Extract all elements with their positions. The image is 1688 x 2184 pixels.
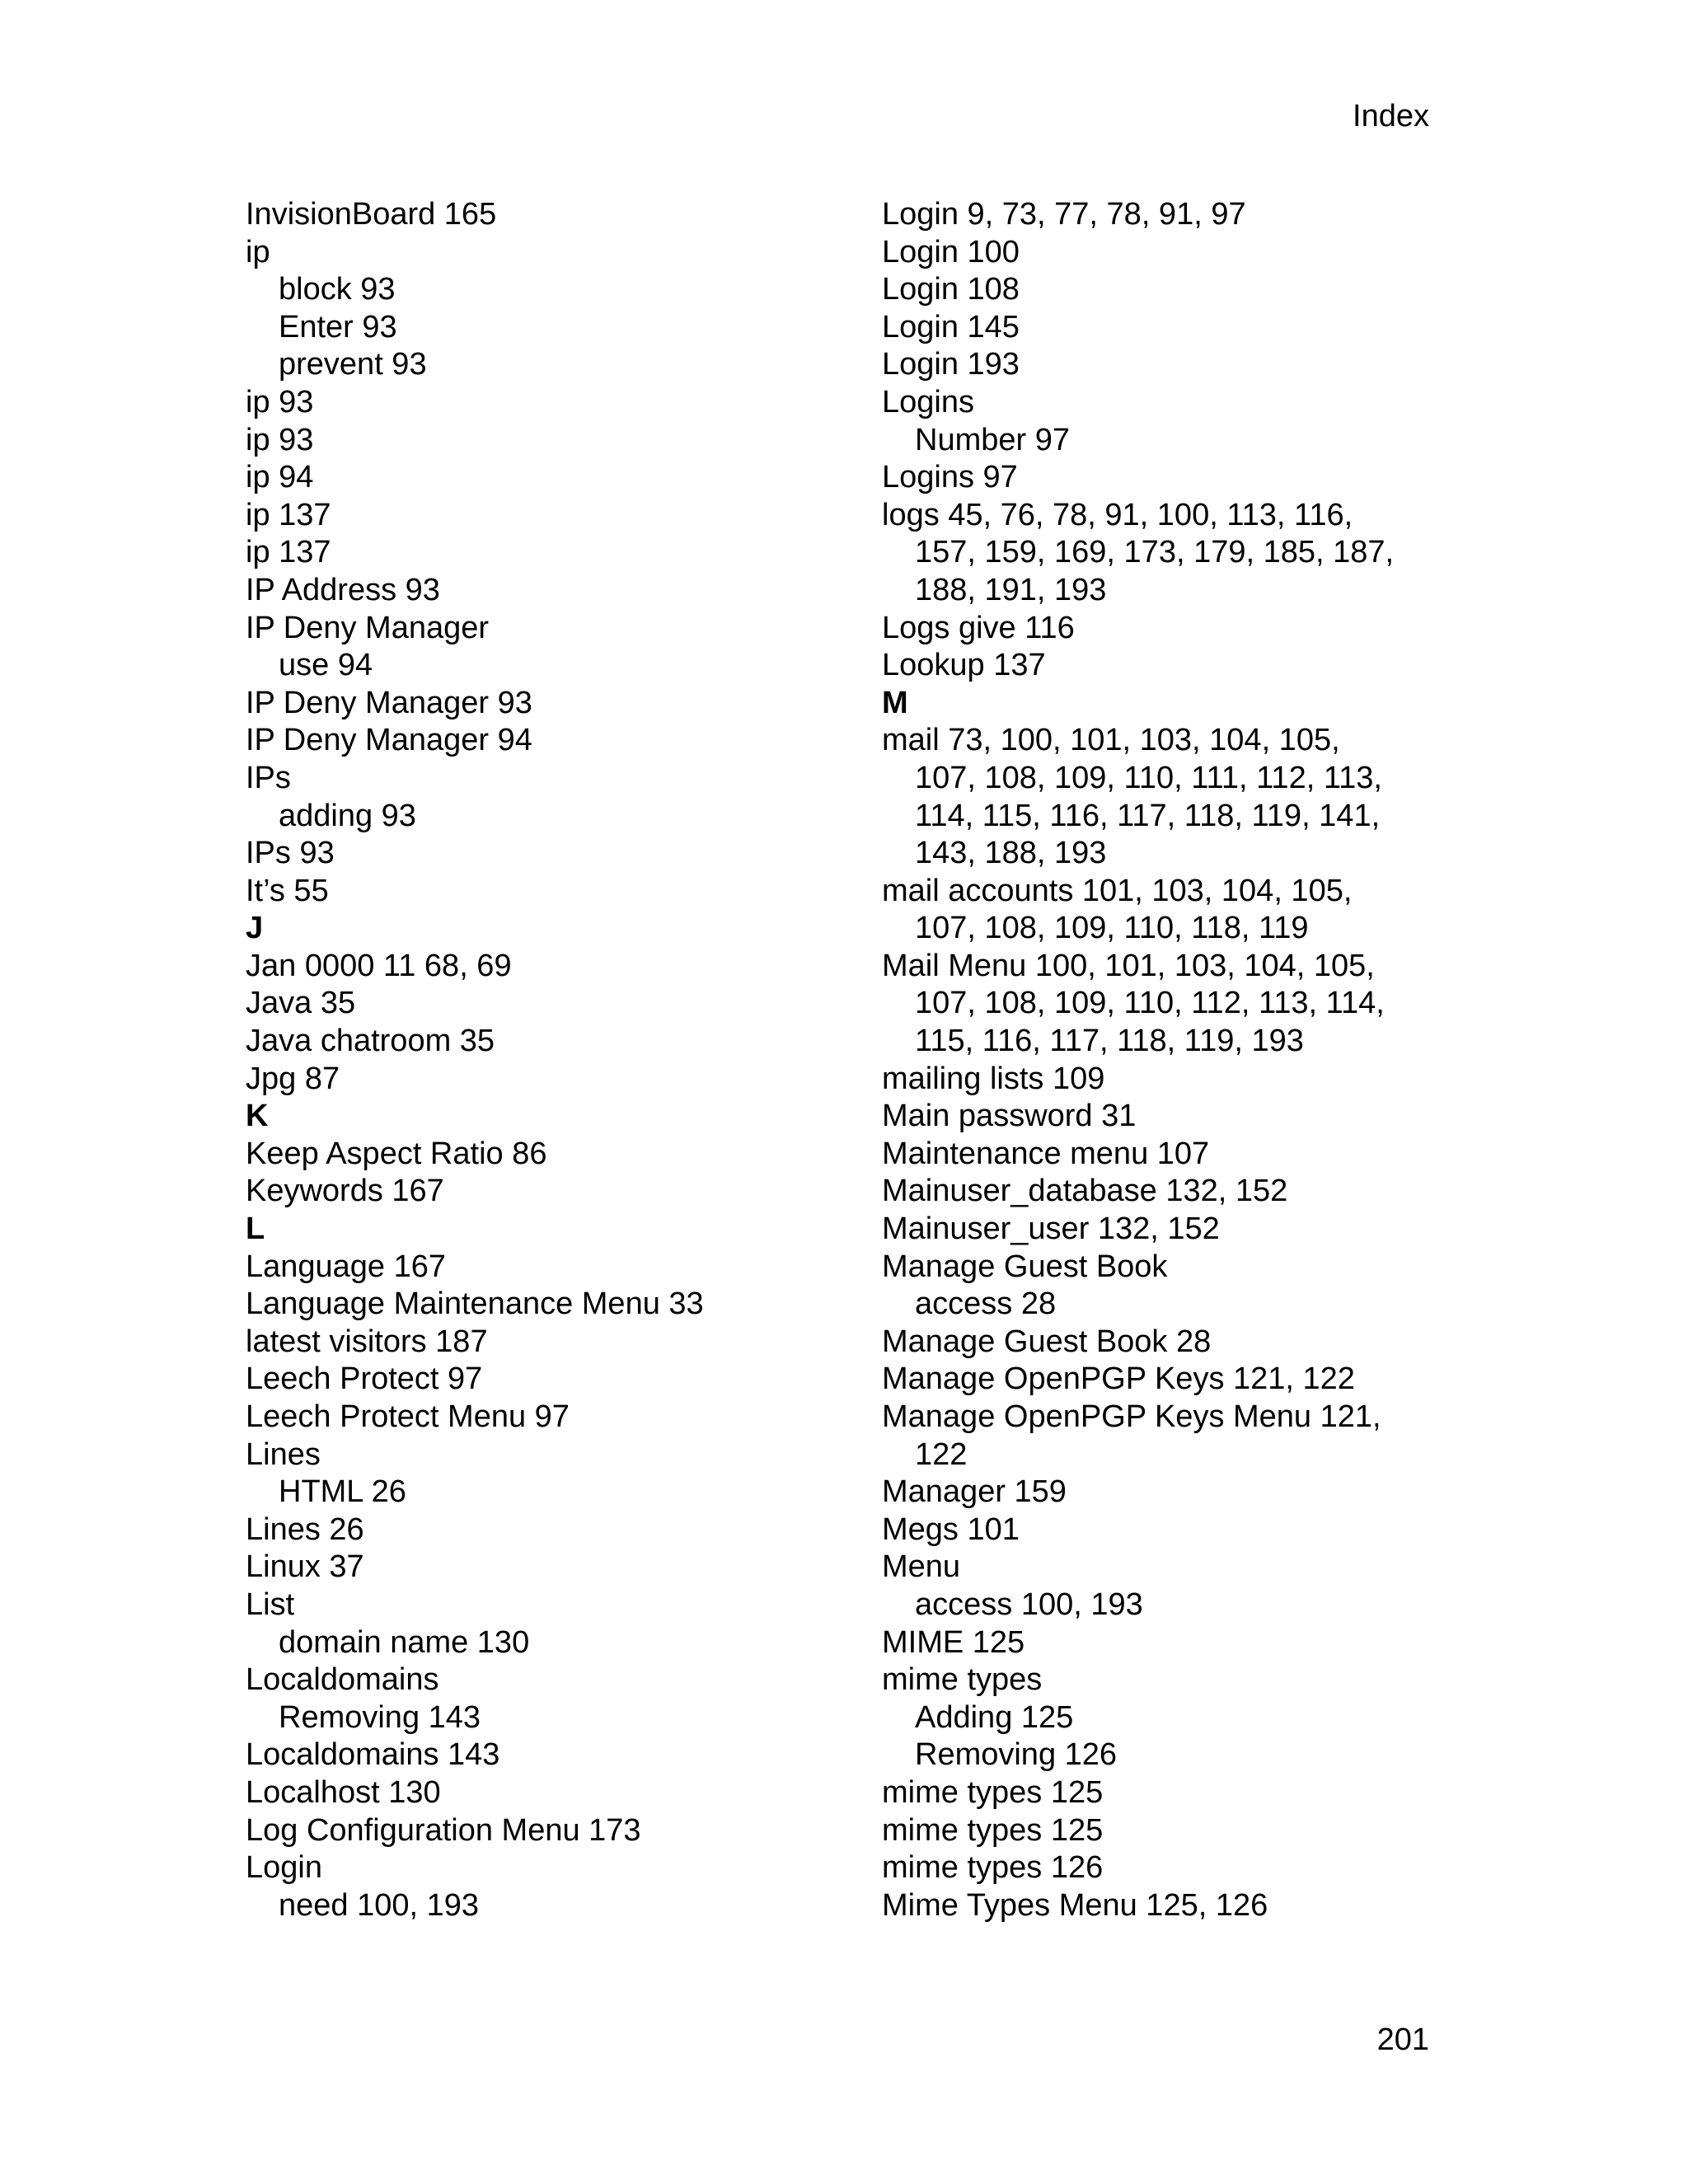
index-subentry: access 28 xyxy=(915,1286,1057,1322)
index-entry: Login 100 xyxy=(882,234,1020,269)
index-entry: Keywords 167 xyxy=(246,1174,444,1209)
index-entry: Language 167 xyxy=(246,1249,447,1284)
index-entry: Menu xyxy=(882,1549,961,1585)
index-entry-continuation: 143, 188, 193 xyxy=(915,836,1107,871)
index-entry: ip 137 xyxy=(246,535,331,570)
index-entry: Megs 101 xyxy=(882,1511,1020,1547)
index-entry: Mainuser_user 132, 152 xyxy=(882,1212,1220,1247)
index-entry: latest visitors 187 xyxy=(246,1324,488,1359)
index-entry: mime types 126 xyxy=(882,1850,1104,1886)
index-subentry: Enter 93 xyxy=(279,309,397,344)
index-entry: Localdomains xyxy=(246,1662,439,1698)
index-entry: It’s 55 xyxy=(246,873,329,908)
index-subentry: Removing 143 xyxy=(279,1699,481,1735)
index-entry: IP Deny Manager xyxy=(246,610,490,645)
index-entry: Manage Guest Book 28 xyxy=(882,1324,1212,1359)
index-subentry: Number 97 xyxy=(915,422,1070,457)
index-entry: MIME 125 xyxy=(882,1624,1025,1660)
index-entry: Java chatroom 35 xyxy=(246,1024,495,1059)
index-entry: Manage Guest Book xyxy=(882,1249,1168,1284)
index-entry-continuation: 115, 116, 117, 118, 119, 193 xyxy=(915,1024,1304,1059)
index-entry: InvisionBoard 165 xyxy=(246,197,497,232)
index-entry: IP Deny Manager 93 xyxy=(246,685,532,720)
index-entry: Leech Protect 97 xyxy=(246,1361,483,1397)
index-entry: Login 145 xyxy=(882,309,1020,344)
index-subentry: domain name 130 xyxy=(279,1624,530,1660)
index-entry: ip 93 xyxy=(246,422,314,457)
index-column-right xyxy=(882,196,1459,1924)
index-entry: ip 137 xyxy=(246,497,331,532)
index-entry: Localdomains 143 xyxy=(246,1737,500,1773)
index-entry: Mail Menu 100, 101, 103, 104, 105, xyxy=(882,948,1375,983)
page-number: 201 xyxy=(1376,2022,1429,2057)
index-entry-continuation: 107, 108, 109, 110, 111, 112, 113, xyxy=(915,760,1382,795)
index-entry: Login xyxy=(246,1850,322,1886)
index-subentry: use 94 xyxy=(279,648,373,683)
index-entry: Leech Protect Menu 97 xyxy=(246,1399,570,1434)
index-entry: Lines xyxy=(246,1436,321,1472)
index-subentry: Removing 126 xyxy=(915,1737,1118,1773)
index-entry: mime types 125 xyxy=(882,1812,1104,1848)
index-entry: IP Deny Manager 94 xyxy=(246,723,532,758)
index-entry: Language Maintenance Menu 33 xyxy=(246,1286,704,1322)
index-entry: Jan 0000 11 68, 69 xyxy=(246,948,512,983)
index-entry: Jpg 87 xyxy=(246,1061,340,1096)
index-entry: Login 9, 73, 77, 78, 91, 97 xyxy=(882,197,1246,232)
index-letter-heading: K xyxy=(246,1099,269,1134)
index-entry-continuation: 188, 191, 193 xyxy=(915,572,1107,607)
index-subentry: block 93 xyxy=(279,272,396,307)
index-entry: mime types 125 xyxy=(882,1774,1104,1810)
running-head-title: Index xyxy=(1353,99,1429,134)
index-entry-continuation: 157, 159, 169, 173, 179, 185, 187, xyxy=(915,535,1395,570)
index-entry: logs 45, 76, 78, 91, 100, 113, 116, xyxy=(882,497,1353,532)
index-entry: List xyxy=(246,1586,295,1622)
index-entry: Main password 31 xyxy=(882,1099,1137,1134)
index-entry: Lookup 137 xyxy=(882,648,1046,683)
index-column-left xyxy=(246,196,856,1924)
index-entry-continuation: 107, 108, 109, 110, 112, 113, 114, xyxy=(915,986,1385,1021)
index-entry: Login 193 xyxy=(882,347,1020,382)
index-entry-continuation: 122 xyxy=(915,1436,968,1472)
index-entry: mime types xyxy=(882,1662,1043,1698)
index-subentry: access 100, 193 xyxy=(915,1586,1143,1622)
index-entry: Logs give 116 xyxy=(882,610,1075,645)
index-entry: mailing lists 109 xyxy=(882,1061,1105,1096)
index-entry: Localhost 130 xyxy=(246,1774,441,1810)
index-entry: IP Address 93 xyxy=(246,572,440,607)
index-letter-heading: M xyxy=(882,685,908,720)
index-entry: ip xyxy=(246,234,270,269)
index-letter-heading: L xyxy=(246,1212,265,1247)
index-entry: Lines 26 xyxy=(246,1511,364,1547)
index-subentry: need 100, 193 xyxy=(279,1887,480,1923)
index-entry: Manage OpenPGP Keys 121, 122 xyxy=(882,1361,1355,1397)
index-entry: Manage OpenPGP Keys Menu 121, xyxy=(882,1399,1381,1434)
index-entry: Log Configuration Menu 173 xyxy=(246,1812,641,1848)
index-entry-continuation: 107, 108, 109, 110, 118, 119 xyxy=(915,911,1309,946)
index-entry: IPs 93 xyxy=(246,836,335,871)
index-entry: Logins xyxy=(882,384,974,419)
index-entry: Login 108 xyxy=(882,272,1020,307)
index-entry: mail accounts 101, 103, 104, 105, xyxy=(882,873,1353,908)
index-entry: Java 35 xyxy=(246,986,356,1021)
index-subentry: prevent 93 xyxy=(279,347,427,382)
index-entry: Mainuser_database 132, 152 xyxy=(882,1174,1288,1209)
index-entry: Logins 97 xyxy=(882,460,1018,495)
index-subentry: adding 93 xyxy=(279,798,416,833)
index-entry: Maintenance menu 107 xyxy=(882,1136,1210,1171)
index-entry: ip 93 xyxy=(246,384,314,419)
index-entry: ip 94 xyxy=(246,460,314,495)
index-entry: mail 73, 100, 101, 103, 104, 105, xyxy=(882,723,1340,758)
index-subentry: Adding 125 xyxy=(915,1699,1074,1735)
index-entry-continuation: 114, 115, 116, 117, 118, 119, 141, xyxy=(915,798,1381,833)
index-entry: Linux 37 xyxy=(246,1549,364,1585)
index-entry: Keep Aspect Ratio 86 xyxy=(246,1136,547,1171)
index-entry: Mime Types Menu 125, 126 xyxy=(882,1887,1268,1923)
index-subentry: HTML 26 xyxy=(279,1474,406,1510)
index-letter-heading: J xyxy=(246,911,264,946)
index-entry: Manager 159 xyxy=(882,1474,1067,1510)
index-entry: IPs xyxy=(246,760,291,795)
